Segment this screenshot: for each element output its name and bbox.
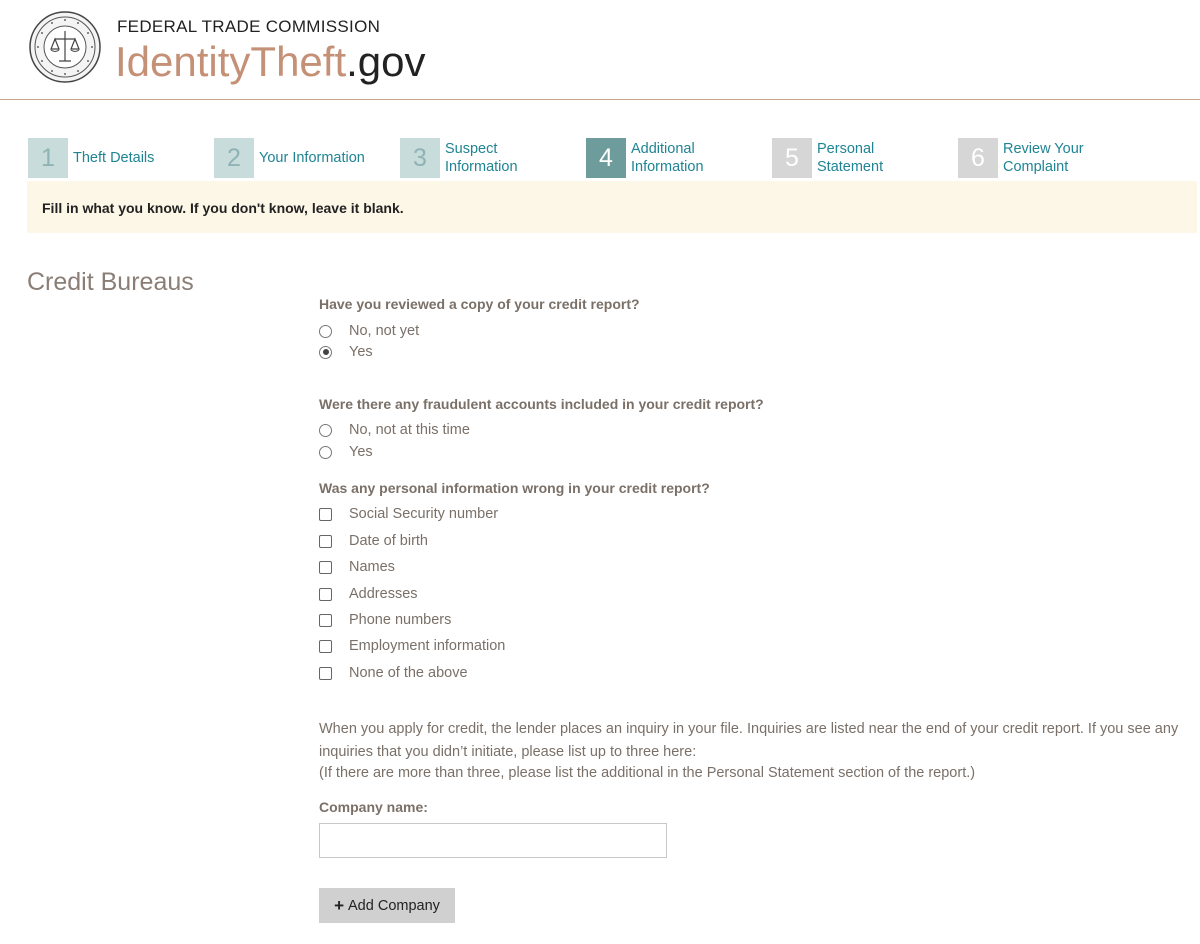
step-theft-details[interactable] (28, 138, 154, 178)
header-divider (0, 99, 1200, 100)
option-label: Phone numbers (349, 612, 452, 628)
step-review-complaint[interactable] (958, 138, 1084, 178)
step-label: Personal Statement (817, 141, 884, 175)
add-company-label: Add Company (348, 897, 440, 914)
brand-domain: .gov (346, 38, 426, 85)
option-label: Addresses (349, 586, 418, 602)
option-label: None of the above (349, 665, 468, 681)
checkbox-option-addresses[interactable] (319, 585, 418, 603)
inquiries-note: (If there are more than three, please list the additional in the Personal Statement section of the report.) (319, 765, 976, 781)
question-wrong-personal-info: Was any personal information wrong in your credit report? (319, 480, 710, 496)
instruction-banner (27, 181, 1197, 233)
radio-option-yes[interactable] (319, 443, 373, 461)
checkbox[interactable] (319, 508, 332, 521)
checkbox-option-names[interactable] (319, 558, 395, 576)
question-reviewed-credit-report: Have you reviewed a copy of your credit report? (319, 296, 640, 312)
checkbox-option-employment-information[interactable] (319, 637, 505, 655)
step-additional-information[interactable] (586, 138, 704, 178)
step-label: Review Your Complaint (1003, 141, 1084, 175)
step-number: 5 (772, 138, 812, 178)
company-name-label: Company name: (319, 799, 428, 815)
checkbox[interactable] (319, 667, 332, 680)
option-label: Yes (349, 344, 373, 360)
radio-button[interactable] (319, 325, 332, 338)
agency-name: FEDERAL TRADE COMMISSION (117, 17, 381, 36)
option-label: Yes (349, 444, 373, 460)
brand-name: IdentityTheft (115, 38, 347, 85)
radio-button[interactable] (319, 446, 332, 459)
site-logo[interactable] (115, 36, 426, 88)
step-personal-statement[interactable] (772, 138, 883, 178)
checkbox[interactable] (319, 535, 332, 548)
step-number: 6 (958, 138, 998, 178)
company-name-input[interactable] (319, 823, 667, 858)
step-number: 1 (28, 138, 68, 178)
step-number: 3 (400, 138, 440, 178)
step-label: Additional Information (631, 141, 704, 175)
step-label: Suspect Information (445, 141, 518, 175)
step-suspect-information[interactable] (400, 138, 518, 178)
step-number: 2 (214, 138, 254, 178)
checkbox[interactable] (319, 561, 332, 574)
step-your-information[interactable] (214, 138, 365, 178)
inquiries-description: When you apply for credit, the lender places an inquiry in your file. Inquiries are listed near the end of your credit report. If you see any inquiries that you didn’t initiate, please list up to three here: (319, 721, 1179, 760)
checkbox-option-date-of-birth[interactable] (319, 532, 428, 550)
option-label: Date of birth (349, 533, 428, 549)
add-company-button[interactable] (319, 888, 455, 923)
option-label: Social Security number (349, 506, 499, 522)
checkbox-option-phone-numbers[interactable] (319, 611, 451, 629)
step-number: 4 (586, 138, 626, 178)
step-label: Your Information (259, 150, 365, 166)
checkbox-option-none-of-the-above[interactable] (319, 664, 468, 682)
radio-option-no-not-at-this-time[interactable] (319, 421, 470, 439)
question-fraudulent-accounts: Were there any fraudulent accounts included in your credit report? (319, 396, 764, 412)
option-label: Employment information (349, 638, 506, 654)
radio-option-yes[interactable] (319, 343, 373, 361)
instruction-text: Fill in what you know. If you don't know, leave it blank. (42, 200, 404, 216)
option-label: Names (349, 559, 395, 575)
plus-icon: + (334, 896, 345, 915)
checkbox[interactable] (319, 640, 332, 653)
section-title: Credit Bureaus (27, 268, 194, 296)
radio-button-selected[interactable] (319, 346, 332, 359)
radio-option-no-not-yet[interactable] (319, 322, 419, 340)
checkbox-option-ssn[interactable] (319, 505, 498, 523)
checkbox[interactable] (319, 588, 332, 601)
radio-button[interactable] (319, 424, 332, 437)
option-label: No, not at this time (349, 422, 470, 438)
step-label: Theft Details (73, 150, 155, 166)
ftc-seal-icon (29, 11, 101, 83)
option-label: No, not yet (349, 323, 420, 339)
checkbox[interactable] (319, 614, 332, 627)
